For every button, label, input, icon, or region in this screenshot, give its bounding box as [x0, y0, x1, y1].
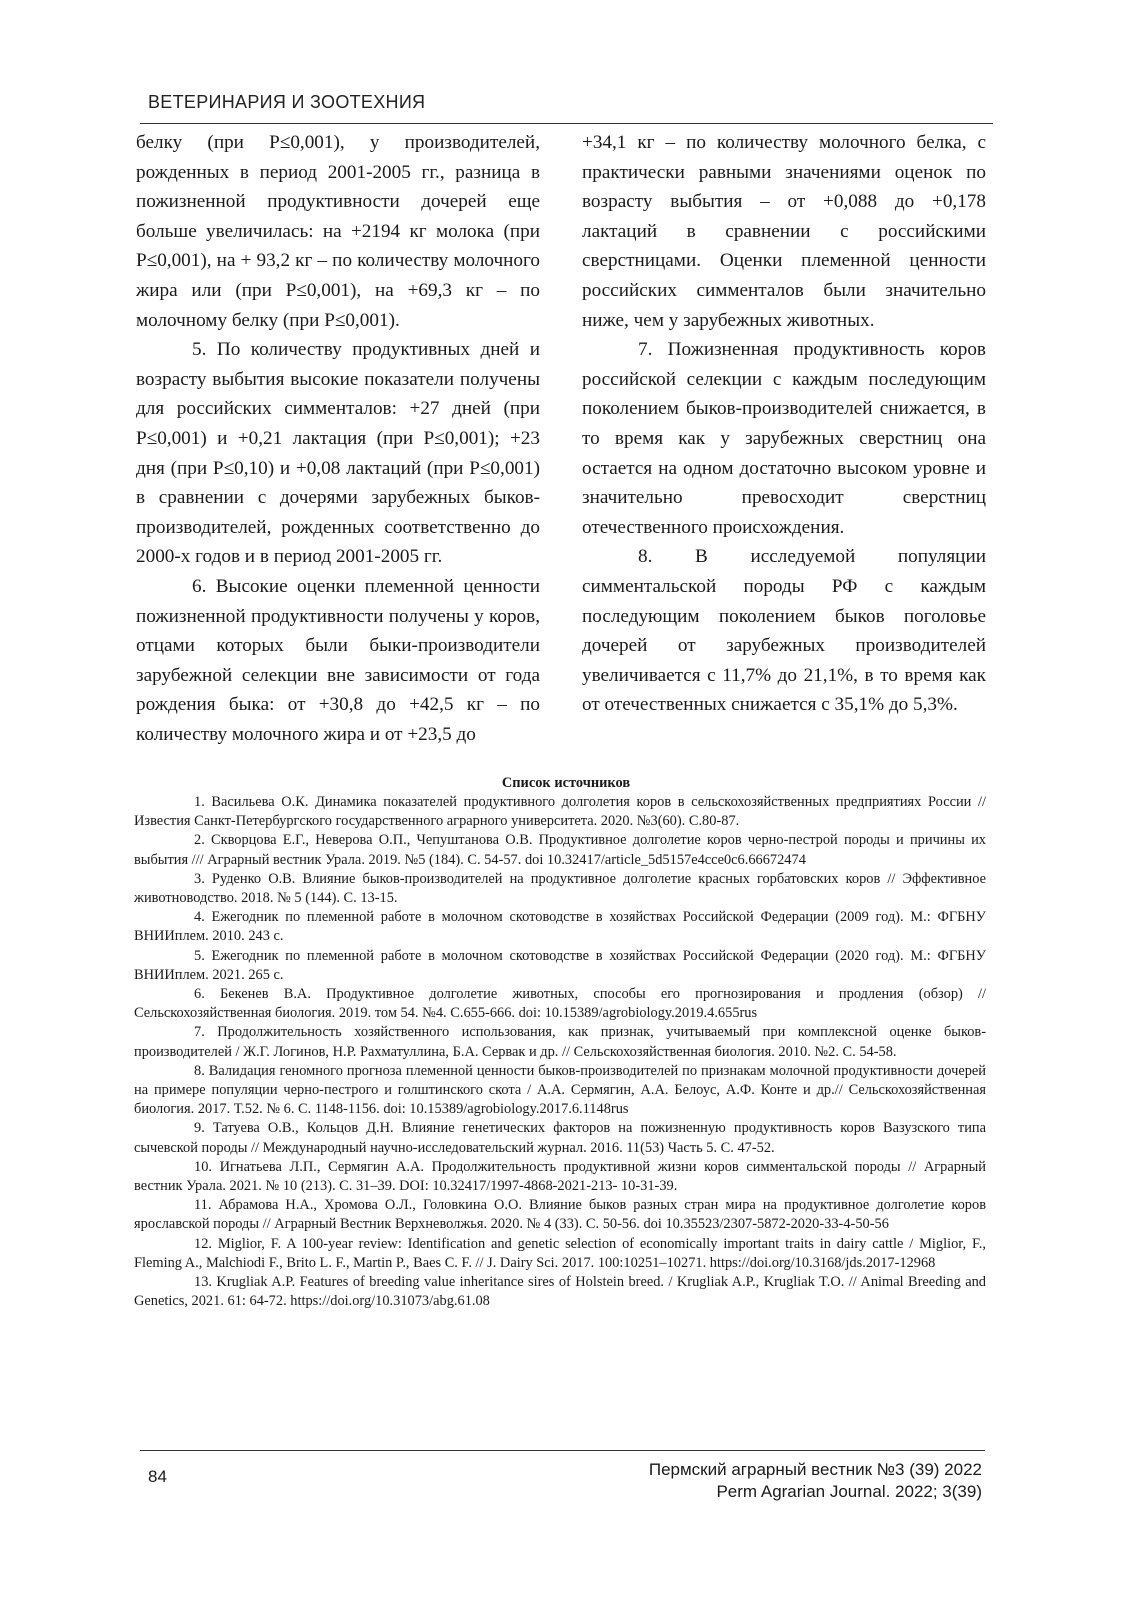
journal-info: [649, 1459, 982, 1503]
reference-item: 12. Miglior, F. A 100-year review: Identification and genetic selection of economically important traits in dairy cattle / Miglior, F., Fleming A., Malchiodi F., Brito L. F., Martin P., Baes C. F. // J. Dairy Sci. 2017. 100:10251–10271. https://doi.org/10.3168/jds.2017-12968: [134, 1235, 986, 1271]
page-number: 84: [148, 1467, 167, 1486]
section-header: ВЕТЕРИНАРИЯ И ЗООТЕХНИЯ: [148, 92, 426, 112]
header-rule: [140, 123, 993, 124]
references-list: [134, 793, 986, 1311]
reference-item: 4. Ежегодник по племенной работе в молочном скотоводстве в хозяйствах Российской Федерации (2009 год). М.: ФГБНУ ВНИИплем. 2010. 243 с.: [134, 909, 986, 945]
journal-title-en: Perm Agrarian Journal. 2022; 3(39): [716, 1482, 982, 1501]
paragraph: 7. Пожизненная продуктивность коров российской селекции с каждым последующим поколением быков-производителей снижается, в то время как у зарубежных сверстниц она остается на одном достаточно высоком уровне и значительно превосходит сверстниц отечественного происхождения.: [582, 339, 986, 538]
reference-item: 7. Продолжительность хозяйственного использования, как признак, учитываемый при комплексной оценке быков-производителей / Ж.Г. Логинов, Н.Р. Рахматуллина, Б.А. Сервак и др. // Сельскохозяйственная биология. 2010. №2. С. 54-58.: [134, 1024, 986, 1060]
paragraph: белку (при Р≤0,001), у производителей, рожденных в период 2001-2005 гг., разница в пожизненной продуктивности дочерей еще больше увеличилась: на +2194 кг молока (при Р≤0,001), на + 93,2 кг – по количеству молочного жира или (при Р≤0,001), на +69,3 кг – по молочному белку (при Р≤0,001).: [136, 132, 540, 331]
right-column: [582, 128, 986, 720]
reference-item: 2. Скворцова Е.Г., Неверова О.П., Чепуштанова О.В. Продуктивное долголетие коров черно-пестрой породы и причины их выбытия /// Аграрный вестник Урала. 2019. №5 (184). С. 54-57. doi 10.32417/article_5d5157e4cce0c6.66672474: [134, 832, 986, 868]
reference-item: 3. Руденко О.В. Влияние быков-производителей на продуктивное долголетие красных горбатовских коров // Эффективное животноводство. 2018. № 5 (144). С. 13-15.: [134, 870, 986, 907]
paragraph: +34,1 кг – по количеству молочного белка, с практически равными значениями оценок по возрасту выбытия – от +0,088 до +0,178 лактаций в сравнении с российскими сверстницами. Оценки племенной ценности российских симменталов были значительно ниже, чем у зарубежных животных.: [582, 132, 986, 331]
journal-title-ru: Пермский аграрный вестник №3 (39) 2022: [648, 1460, 982, 1479]
reference-item: 11. Абрамова Н.А., Хромова О.Л., Головкина О.О. Влияние быков разных стран мира на продуктивное долголетие коров ярославской породы // Аграрный Вестник Верхневолжья. 2020. № 4 (33). С. 50-56. doi 10.35523/2307-5872-2020-33-4-50-56: [134, 1197, 986, 1233]
left-column: [136, 128, 540, 749]
reference-item: 5. Ежегодник по племенной работе в молочном скотоводстве в хозяйствах Российской Федерации (2020 год). М.: ФГБНУ ВНИИплем. 2021. 265 с.: [134, 947, 986, 983]
reference-item: 1. Васильева О.К. Динамика показателей продуктивного долголетия коров в сельскохозяйственных предприятиях России // Известия Санкт-Петербургского государственного аграрного университета. 2020. №3(60). С.80-87.: [134, 794, 986, 830]
paragraph: 8. В исследуемой популяции симментальской породы РФ с каждым последующим поколением быков поголовье дочерей от зарубежных производителей увеличивается с 11,7% до 21,1%, в то время как от отечественных снижается с 35,1% до 5,3%.: [582, 546, 986, 716]
paragraph: 6. Высокие оценки племенной ценности пожизненной продуктивности получены у коров, отцами которых были быки-производители зарубежной селекции вне зависимости от года рождения быка: от +30,8 до +42,5 кг – по количеству молочного жира и от +23,5 до: [136, 575, 540, 745]
paragraph: 5. По количеству продуктивных дней и возрасту выбытия высокие показатели получены для российских симменталов: +27 дней (при Р≤0,001) и +0,21 лактация (при Р≤0,001); +23 дня (при Р≤0,10) и +0,08 лактаций (при Р≤0,001) в сравнении с дочерями зарубежных быков-производителей, рожденных соответственно до 2000-х годов и в период 2001-2005 гг.: [136, 339, 540, 568]
reference-item: 10. Игнатьева Л.П., Сермягин А.А. Продолжительность продуктивной жизни коров симментальской породы // Аграрный вестник Урала. 2021. № 10 (213). С. 31–39. DOI: 10.32417/1997-4868-2021-213- 10-31-39.: [134, 1158, 986, 1195]
reference-item: 6. Бекенев В.А. Продуктивное долголетие животных, способы его прогнозирования и продления (обзор) // Сельскохозяйственная биология. 2019. том 54. №4. С.655-666. doi: 10.15389/agrobiology.2019.4.655rus: [134, 986, 986, 1022]
reference-item: 8. Валидация геномного прогноза племенной ценности быков-производителей по признакам молочной продуктивности дочерей на примере популяции черно-пестрого и голштинского скота / А.А. Сермягин, А.А. Белоус, А.Ф. Конте и др.// Сельскохозяйственная биология. 2017. Т.52. № 6. С. 1148-1156. doi: 10.15389/agrobiology.2017.6.1148rus: [134, 1062, 986, 1118]
reference-item: 9. Татуева О.В., Кольцов Д.Н. Влияние генетических факторов на пожизненную продуктивность коров Вазузского типа сычевской породы // Международный научно-исследовательский журнал. 2016. 11(53) Часть 5. С. 47-52.: [134, 1120, 986, 1156]
reference-item: 13. Krugliak A.P. Features of breeding value inheritance sires of Holstein breed. / Krugliak A.P., Krugliak T.O. // Animal Breeding and Genetics, 2021. 61: 64-72. https://doi.org/10.31073/abg.61.08: [134, 1274, 986, 1310]
footer-rule: [140, 1450, 985, 1451]
references-title: Список источников: [501, 775, 631, 791]
